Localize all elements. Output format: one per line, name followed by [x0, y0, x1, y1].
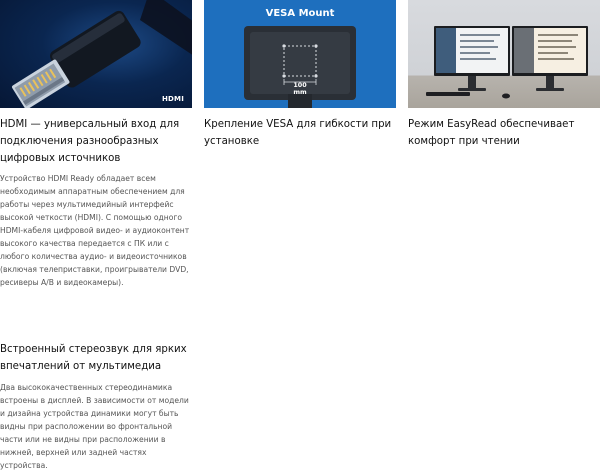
feature-title-easyread: Режим EasyRead обеспечивает комфорт при чтении: [408, 119, 575, 147]
vesa-image-caption: VESA Mount: [265, 8, 335, 19]
feature-title-stereo: Встроенный стереозвук для ярких впечатлений от мультимедиа: [0, 344, 187, 372]
feature-title-hdmi: HDMI — универсальный вход для подключения разнообразных цифровых источников: [0, 119, 180, 164]
feature-hdmi: [0, 0, 192, 470]
hdmi-connector-icon: [0, 0, 192, 108]
feature-easyread: [408, 0, 600, 147]
hdmi-image: [0, 0, 192, 108]
feature-title-vesa: Крепление VESA для гибкости при установке: [204, 119, 392, 147]
feature-vesa: [204, 0, 396, 147]
dual-monitor-icon: [408, 0, 600, 108]
vesa-image: [204, 0, 396, 108]
feature-body-stereo: Два высококачественных стереодинамика встроены в дисплей. В зависимости от модели и дизайна устройства динамики могут быть видны при расположении во фронтальной части или не видны при расположении в нижней, верхней или задней частях устройства.: [0, 383, 189, 470]
feature-body-hdmi: Устройство HDMI Ready обладает всем необходимым аппаратным обеспечением для работы через мультимедийный интерфейс высокой четкости (HDMI). С помощью одного HDMI-кабеля цифровой видео- и аудиоконтент высокого качества передается с ПК или с любого количества аудио- и видеоисточников (включая телеприставки, проигрыватели DVD, ресиверы A/B и видеокамеры).: [0, 174, 190, 287]
easyread-image: [408, 0, 600, 108]
hdmi-image-caption: HDMI: [161, 95, 184, 103]
vesa-size-label: 100 mm: [293, 81, 307, 96]
